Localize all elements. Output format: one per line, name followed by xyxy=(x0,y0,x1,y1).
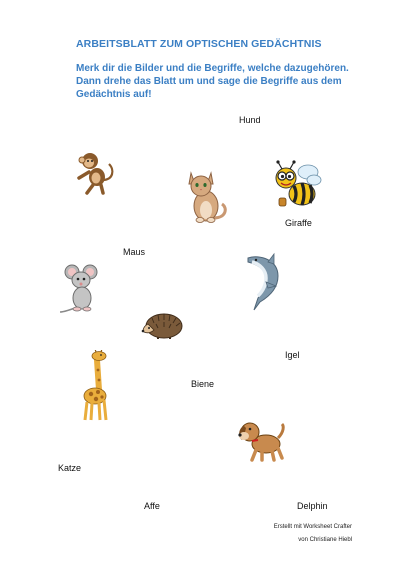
monkey-icon xyxy=(75,150,117,196)
instructions-text: Merk dir die Bilder und die Begriffe, welche dazugehören. Dann drehe das Blatt um und sage die Begriffe aus dem Gedächtnis auf! xyxy=(76,63,349,100)
word-igel: Igel xyxy=(285,350,300,360)
word-katze: Katze xyxy=(58,463,82,473)
word-giraffe: Giraffe xyxy=(285,218,312,228)
credit-line-2: von Christiane Hiebl xyxy=(298,537,352,543)
word-hund: Hund xyxy=(239,115,261,125)
credit-line-1: Erstellt mit Worksheet Crafter xyxy=(273,524,352,530)
hedgehog-icon xyxy=(140,310,184,340)
word-biene: Biene xyxy=(191,379,215,389)
bee-icon xyxy=(270,160,322,212)
cat-icon xyxy=(184,168,230,224)
word-delphin: Delphin xyxy=(297,501,328,511)
dog-icon xyxy=(236,416,286,462)
mouse-icon xyxy=(58,262,104,316)
dolphin-icon xyxy=(244,252,288,312)
word-affe: Affe xyxy=(144,501,160,511)
page-title: ARBEITSBLATT ZUM OPTISCHEN GEDÄCHTNIS xyxy=(76,38,322,50)
giraffe-icon xyxy=(77,350,113,422)
word-maus: Maus xyxy=(123,247,146,257)
